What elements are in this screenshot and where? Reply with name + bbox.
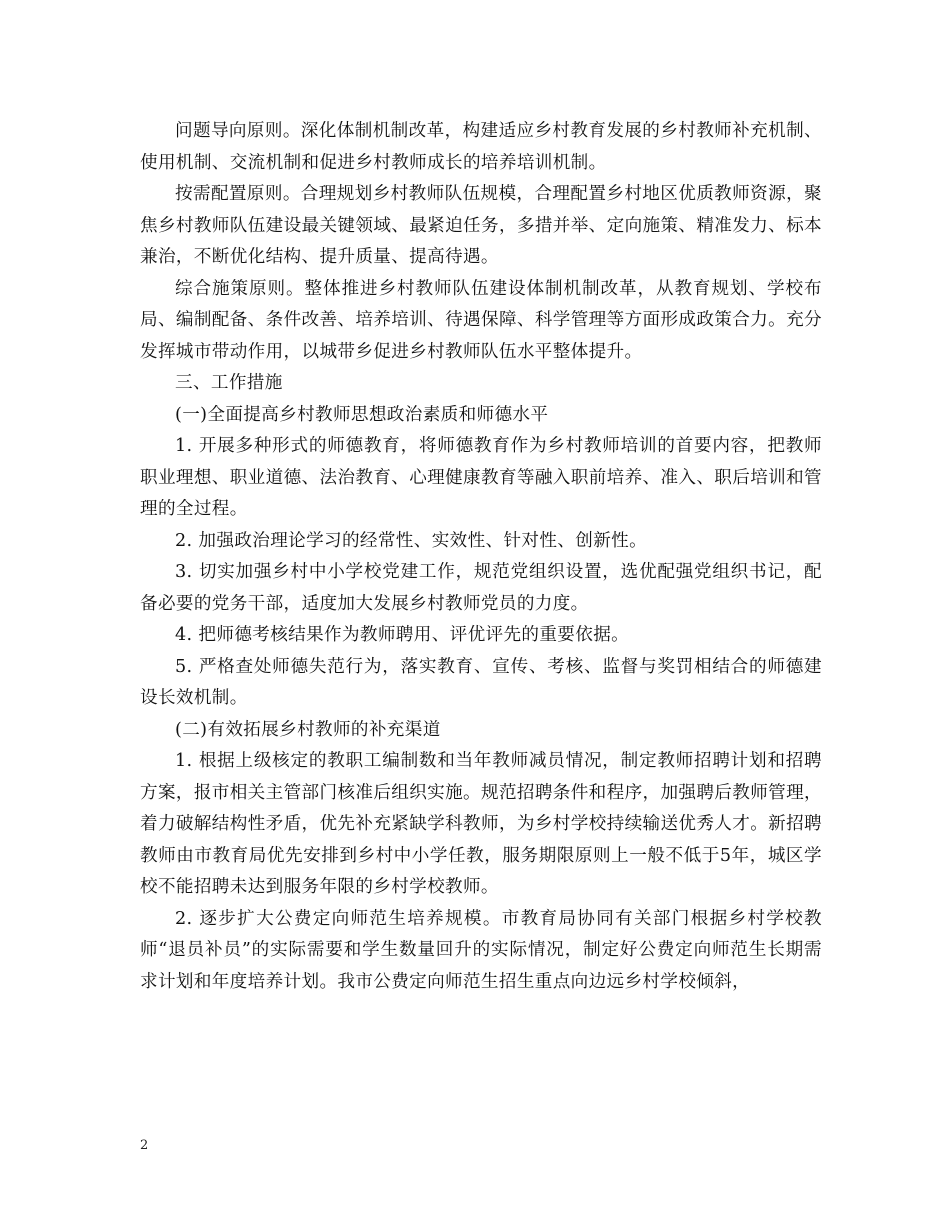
paragraph-ethics-item-2: 2. 加强政治理论学习的经常性、实效性、针对性、创新性。 (175, 530, 648, 551)
paragraph-ethics-item-3: 3. 切实加强乡村中小学校党建工作，规范党组织设置，选优配强党组织书记，配备必要的党务干部，适度加大发展乡村教师党员的力度。 (140, 562, 822, 614)
paragraph-ethics-item-5: 5. 严格查处师德失范行为，落实教育、宣传、考核、监督与奖罚相结合的师德建设长效机制。 (140, 656, 822, 708)
document-body (140, 116, 822, 998)
paragraph-ethics-item-1: 1. 开展多种形式的师德教育，将师德教育作为乡村教师培训的首要内容，把教师职业理想、职业道德、法治教育、心理健康教育等融入职前培养、准入、职后培训和管理的全过程。 (140, 436, 822, 519)
page-number: 2 (140, 1138, 149, 1153)
paragraph-recruitment-item-2: 2. 逐步扩大公费定向师范生培养规模。市教育局协同有关部门根据乡村学校教师“退员补员”的实际需要和学生数量回升的实际情况，制定好公费定向师范生长期需求计划和年度培养计划。我市公费定向师范生招生重点向边远乡村学校倾斜， (140, 908, 822, 992)
paragraph-needs-based-allocation-principle: 按需配置原则。合理规划乡村教师队伍规模，合理配置乡村地区优质教师资源，聚焦乡村教师队伍建设最关键领域、最紧迫任务，多措并举、定向施策、精准发力、标本兼治，不断优化结构、提升质量、提高待遇。 (140, 184, 822, 267)
paragraph-problem-oriented-principle: 问题导向原则。深化体制机制改革，构建适应乡村教育发展的乡村教师补充机制、使用机制、交流机制和促进乡村教师成长的培养培训机制。 (140, 121, 822, 173)
subsection-heading-recruitment-channels: (二)有效拓展乡村教师的补充渠道 (175, 719, 441, 740)
paragraph-comprehensive-measures-principle: 综合施策原则。整体推进乡村教师队伍建设体制机制改革，从教育规划、学校布局、编制配备、条件改善、培养培训、待遇保障、科学管理等方面形成政策合力。充分发挥城市带动作用，以城带乡促进乡村教师队伍水平整体提升。 (140, 278, 822, 362)
subsection-heading-ethics: (一)全面提高乡村教师思想政治素质和师德水平 (175, 404, 549, 425)
section-heading-work-measures: 三、工作措施 (175, 373, 283, 393)
paragraph-recruitment-item-1: 1. 根据上级核定的教职工编制数和当年教师减员情况，制定教师招聘计划和招聘方案，报市相关主管部门核准后组织实施。规范招聘条件和程序，加强聘后教师管理，着力破解结构性矛盾，优先补充紧缺学科教师，为乡村学校持续输送优秀人才。新招聘教师由市教育局优先安排到乡村中小学任教，服务期限原则上一般不低于5年，城区学校不能招聘未达到服务年限的乡村学校教师。 (140, 751, 822, 897)
paragraph-ethics-item-4: 4. 把师德考核结果作为教师聘用、评优评先的重要依据。 (175, 625, 630, 645)
